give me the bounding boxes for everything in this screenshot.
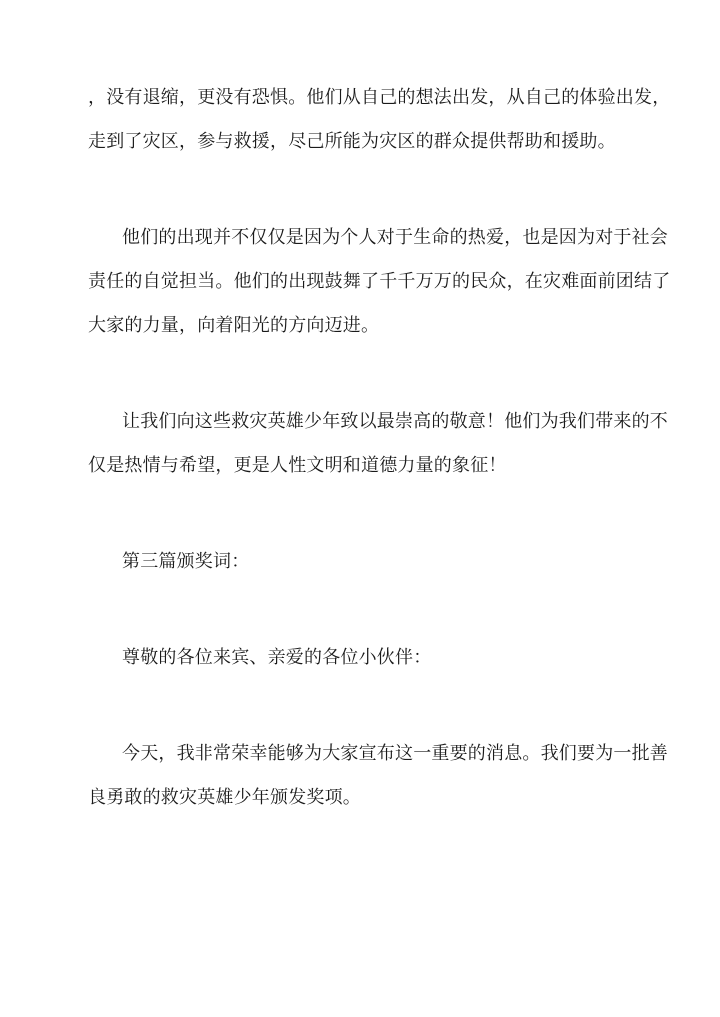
paragraph-2-line-3: 大家的力量，向着阳光的方向迈进。 xyxy=(88,315,380,336)
paragraph-2-line-2: 责任的自觉担当。他们的出现鼓舞了千千万万的民众，在灾难面前团结了 xyxy=(88,271,671,292)
salutation: 尊敬的各位来宾、亲爱的各位小伙伴： xyxy=(122,647,432,668)
section-heading: 第三篇颁奖词： xyxy=(122,551,250,572)
paragraph-3-line-2: 仅是热情与希望，更是人性文明和道德力量的象征！ xyxy=(88,455,507,476)
paragraph-6-line-2: 良勇敢的救灾英雄少年颁发奖项。 xyxy=(88,787,361,808)
paragraph-6-line-1: 今天，我非常荣幸能够为大家宣布这一重要的消息。我们要为一批善 xyxy=(122,743,668,764)
paragraph-2-line-1: 他们的出现并不仅仅是因为个人对于生命的热爱，也是因为对于社会 xyxy=(122,227,668,248)
paragraph-1-line-2: 走到了灾区，参与救援，尽己所能为灾区的群众提供帮助和援助。 xyxy=(88,131,616,152)
paragraph-1-line-1: ，没有退缩，更没有恐惧。他们从自己的想法出发，从自己的体验出发， xyxy=(88,87,671,108)
paragraph-3-line-1: 让我们向这些救灾英雄少年致以最崇高的敬意！他们为我们带来的不 xyxy=(122,411,668,432)
